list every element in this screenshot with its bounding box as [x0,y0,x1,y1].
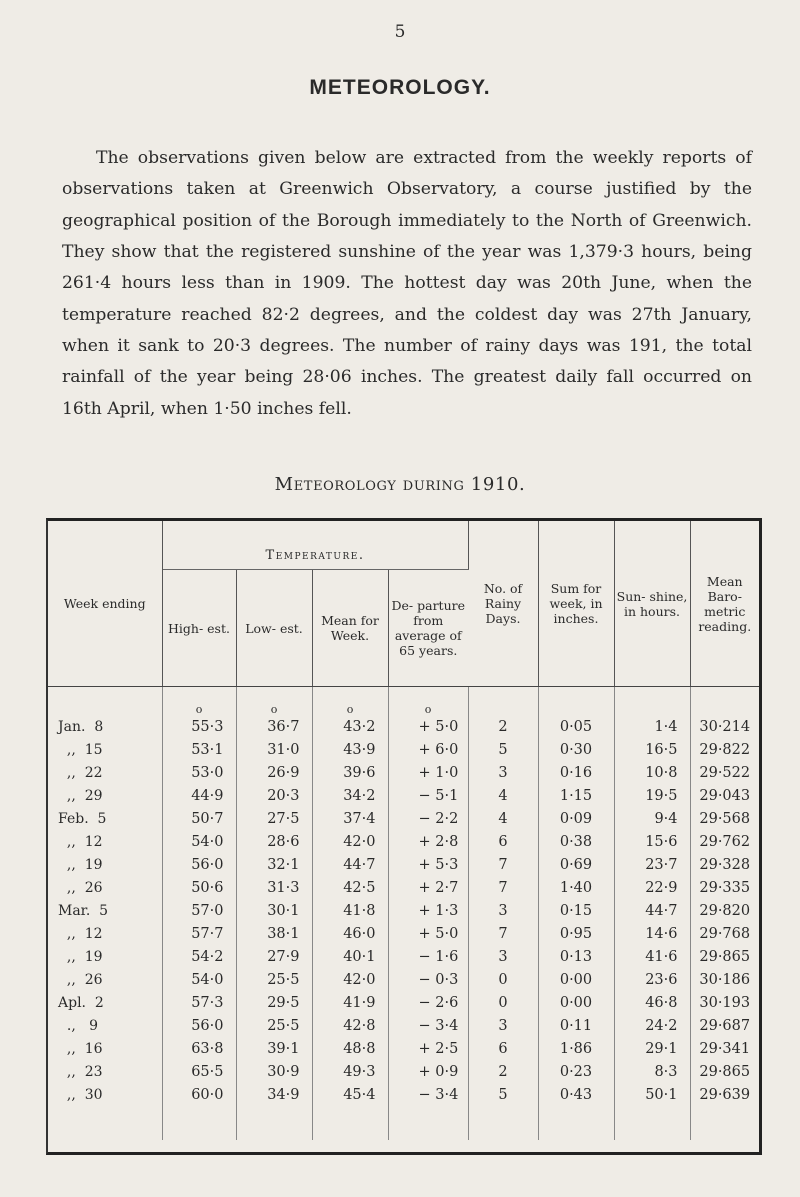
cell-mean: 42·0 [312,830,388,853]
cell-barometric: 29·865 [699,1063,751,1080]
cell-lowest: 32·1 [236,853,312,876]
cell-sunshine: 19·5 [614,784,690,807]
cell-departure: − 3·4 [388,1083,468,1106]
cell-week: Mar. 5 [48,899,162,922]
cell-departure: − 2·2 [388,807,468,830]
cell-barometric: 29·762 [699,833,751,850]
cell-week: Feb. 5 [48,807,162,830]
cell-lowest: 30·9 [236,1060,312,1083]
cell-barometric: 29·820 [699,902,751,919]
cell-highest: 57·7 [162,922,236,945]
cell-sum: 0·43 [538,1083,614,1106]
cell-mean: 42·8 [312,1014,388,1037]
table-row [48,1060,759,1083]
cell-lowest: 38·1 [236,922,312,945]
cell-barometric: 29·335 [699,879,751,896]
cell-rainy: 7 [468,853,538,876]
cell-departure: + 1·3 [388,899,468,922]
degree-mark: o [312,687,388,716]
cell-highest: 56·0 [162,853,236,876]
cell-rainy: 6 [468,830,538,853]
table-row [48,922,759,945]
cell-highest: 63·8 [162,1037,236,1060]
cell-highest: 53·0 [162,761,236,784]
cell-mean: 41·8 [312,899,388,922]
cell-sunshine: 50·1 [614,1083,690,1106]
cell-sum: 1·86 [538,1037,614,1060]
cell-sum: 0·15 [538,899,614,922]
cell-departure: − 3·4 [388,1014,468,1037]
cell-week: ., 9 [48,1014,162,1037]
table-row [48,968,759,991]
cell-rainy: 2 [468,715,538,738]
col-header-week: Week ending [48,521,162,687]
cell-rainy: 3 [468,761,538,784]
table-title: Meteorology during 1910. [274,474,526,495]
cell-week: ,, 12 [48,922,162,945]
cell-mean: 40·1 [312,945,388,968]
col-header-departure: De- parture from average of 65 years. [388,570,468,687]
cell-barometric: 29·639 [699,1086,751,1103]
cell-mean: 49·3 [312,1060,388,1083]
cell-departure: + 6·0 [388,738,468,761]
cell-highest: 50·6 [162,876,236,899]
cell-lowest: 31·3 [236,876,312,899]
cell-mean: 39·6 [312,761,388,784]
cell-highest: 55·3 [162,715,236,738]
cell-sunshine: 14·6 [614,922,690,945]
cell-rainy: 3 [468,1014,538,1037]
cell-rainy: 7 [468,876,538,899]
cell-departure: + 5·0 [388,922,468,945]
col-group-temperature: Temperature. [162,521,468,570]
cell-departure: + 2·7 [388,876,468,899]
cell-departure: + 0·9 [388,1060,468,1083]
cell-barometric: 29·568 [699,810,751,827]
cell-barometric: 29·822 [699,741,751,758]
cell-sum: 0·69 [538,853,614,876]
cell-mean: 42·0 [312,968,388,991]
cell-lowest: 36·7 [236,715,312,738]
cell-week: Apl. 2 [48,991,162,1014]
cell-sum: 1·15 [538,784,614,807]
cell-lowest: 27·9 [236,945,312,968]
cell-week: Jan. 8 [48,715,162,738]
cell-departure: + 1·0 [388,761,468,784]
cell-week: ,, 23 [48,1060,162,1083]
cell-sunshine: 23·7 [614,853,690,876]
cell-mean: 44·7 [312,853,388,876]
table-row [48,715,759,738]
col-header-sum: Sum for week, in inches. [538,521,614,687]
cell-lowest: 28·6 [236,830,312,853]
cell-sum: 0·00 [538,968,614,991]
table-row [48,1037,759,1060]
cell-sum: 0·00 [538,991,614,1014]
cell-rainy: 4 [468,784,538,807]
cell-week: ,, 19 [48,853,162,876]
cell-sum: 0·38 [538,830,614,853]
cell-sunshine: 15·6 [614,830,690,853]
cell-week: ,, 15 [48,738,162,761]
page-number: 5 [394,22,406,42]
degree-row [48,687,759,716]
degree-mark: o [162,687,236,716]
cell-highest: 57·0 [162,899,236,922]
cell-departure: + 5·0 [388,715,468,738]
cell-departure: + 2·5 [388,1037,468,1060]
cell-rainy: 6 [468,1037,538,1060]
cell-departure: − 1·6 [388,945,468,968]
cell-barometric: 29·865 [699,948,751,965]
cell-highest: 54·0 [162,830,236,853]
meteorology-table [46,518,762,1155]
cell-sum: 0·95 [538,922,614,945]
cell-sum: 0·05 [538,715,614,738]
cell-rainy: 5 [468,738,538,761]
cell-week: ,, 26 [48,876,162,899]
cell-lowest: 25·5 [236,1014,312,1037]
cell-barometric: 29·341 [699,1040,751,1057]
cell-departure: − 5·1 [388,784,468,807]
cell-lowest: 29·5 [236,991,312,1014]
cell-highest: 53·1 [162,738,236,761]
cell-sum: 0·11 [538,1014,614,1037]
cell-rainy: 3 [468,899,538,922]
cell-barometric: 29·043 [699,787,751,804]
cell-highest: 54·0 [162,968,236,991]
cell-mean: 43·9 [312,738,388,761]
table-row [48,899,759,922]
filler-row [48,1106,759,1140]
cell-week: ,, 12 [48,830,162,853]
cell-highest: 44·9 [162,784,236,807]
cell-sunshine: 8·3 [614,1060,690,1083]
table-row [48,761,759,784]
cell-barometric: 29·687 [699,1017,751,1034]
col-header-sunshine: Sun- shine, in hours. [614,521,690,687]
cell-rainy: 4 [468,807,538,830]
table-row [48,738,759,761]
cell-lowest: 31·0 [236,738,312,761]
cell-rainy: 0 [468,991,538,1014]
cell-week: ,, 29 [48,784,162,807]
col-header-mean: Mean for Week. [312,570,388,687]
cell-mean: 46·0 [312,922,388,945]
table-body [48,687,759,1141]
cell-lowest: 30·1 [236,899,312,922]
cell-sunshine: 1·4 [614,715,690,738]
cell-mean: 34·2 [312,784,388,807]
cell-sunshine: 10·8 [614,761,690,784]
cell-lowest: 34·9 [236,1083,312,1106]
cell-sunshine: 41·6 [614,945,690,968]
cell-rainy: 7 [468,922,538,945]
cell-sum: 0·30 [538,738,614,761]
cell-highest: 65·5 [162,1060,236,1083]
cell-sunshine: 46·8 [614,991,690,1014]
cell-sunshine: 22·9 [614,876,690,899]
cell-highest: 60·0 [162,1083,236,1106]
cell-sum: 1·40 [538,876,614,899]
cell-barometric: 29·522 [699,764,751,781]
cell-mean: 45·4 [312,1083,388,1106]
cell-highest: 50·7 [162,807,236,830]
cell-sunshine: 29·1 [614,1037,690,1060]
cell-departure: − 0·3 [388,968,468,991]
cell-rainy: 0 [468,968,538,991]
col-header-lowest: Low- est. [236,570,312,687]
table-row [48,784,759,807]
cell-sum: 0·13 [538,945,614,968]
cell-departure: + 2·8 [388,830,468,853]
cell-sunshine: 16·5 [614,738,690,761]
degree-mark: o [236,687,312,716]
table-row [48,807,759,830]
table-row [48,1083,759,1106]
intro-paragraph: The observations given below are extracted from the weekly reports of observations taken at Greenwich Observatory, a course justified by the geographical position of the Borough immediately to the North of Greenwich. They show that the registered sunshine of the year was 1,379·3 hours, being 261·4 hours less than in 1909. The hottest day was 20th June, when the temperature reached 82·2 degrees, and the coldest day was 27th January, when it sank to 20·3 degrees. The number of rainy days was 191, the total rainfall of the year being 28·06 inches. The greatest daily fall occurred on 16th April, when 1·50 inches fell. [62,148,752,419]
cell-sunshine: 24·2 [614,1014,690,1037]
cell-lowest: 39·1 [236,1037,312,1060]
table-row [48,945,759,968]
cell-barometric: 29·328 [699,856,751,873]
cell-mean: 42·5 [312,876,388,899]
table-row [48,853,759,876]
page-heading: METEOROLOGY. [309,76,491,99]
cell-mean: 43·2 [312,715,388,738]
cell-lowest: 27·5 [236,807,312,830]
cell-sunshine: 44·7 [614,899,690,922]
cell-highest: 57·3 [162,991,236,1014]
cell-sunshine: 23·6 [614,968,690,991]
cell-departure: + 5·3 [388,853,468,876]
cell-rainy: 2 [468,1060,538,1083]
table-row [48,876,759,899]
cell-barometric: 30·193 [699,994,751,1011]
cell-rainy: 5 [468,1083,538,1106]
cell-mean: 48·8 [312,1037,388,1060]
cell-barometric: 30·186 [699,971,751,988]
cell-mean: 41·9 [312,991,388,1014]
cell-barometric: 29·768 [699,925,751,942]
cell-lowest: 25·5 [236,968,312,991]
cell-week: ,, 30 [48,1083,162,1106]
cell-highest: 56·0 [162,1014,236,1037]
col-header-barometric: Mean Baro- metric reading. [690,521,759,687]
cell-mean: 37·4 [312,807,388,830]
table-row [48,991,759,1014]
cell-week: ,, 22 [48,761,162,784]
cell-highest: 54·2 [162,945,236,968]
cell-rainy: 3 [468,945,538,968]
cell-departure: − 2·6 [388,991,468,1014]
cell-sum: 0·09 [538,807,614,830]
cell-lowest: 20·3 [236,784,312,807]
col-header-highest: High- est. [162,570,236,687]
cell-sum: 0·16 [538,761,614,784]
cell-lowest: 26·9 [236,761,312,784]
table-row [48,830,759,853]
degree-mark: o [388,687,468,716]
cell-week: ,, 16 [48,1037,162,1060]
col-header-rainy-days: No. of Rainy Days. [468,521,538,687]
cell-sunshine: 9·4 [614,807,690,830]
cell-barometric: 30·214 [699,718,751,735]
table-row [48,1014,759,1037]
cell-week: ,, 26 [48,968,162,991]
cell-week: ,, 19 [48,945,162,968]
cell-sum: 0·23 [538,1060,614,1083]
